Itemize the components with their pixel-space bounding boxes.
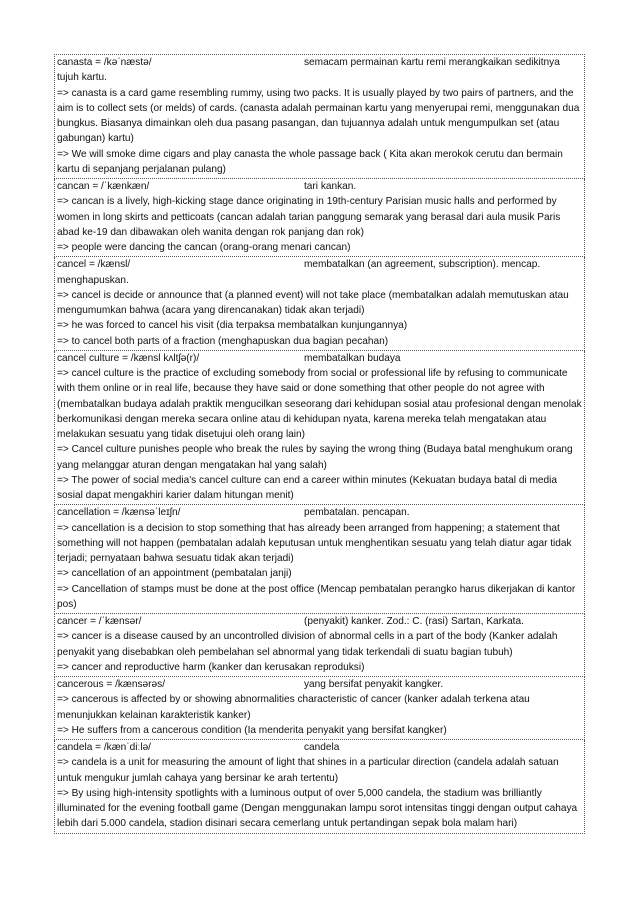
entry-meaning: yang bersifat penyakit kangker. (304, 679, 444, 690)
entry-header (57, 740, 583, 755)
entry-line: => cancellation is a decision to stop something that has already been arranged from happening; a statement that something will not happen (pembatalan adalah keputusan untuk menghentikan sesuatu yang telah diatur agar tidak terjadi; pernyataan bahwa sesuatu tidak akan terjadi) (57, 522, 572, 564)
entry-cancerous (54, 677, 585, 740)
entry-term: cancan = /ˈkænkæn/ (57, 181, 150, 192)
entry-cancellation (54, 505, 585, 614)
entry-term: cancellation = /kænsəˈleɪʃn/ (57, 507, 181, 519)
entry-line: => We will smoke dime cigars and play canasta the whole passage back ( Kita akan merokok cerutu dan bermain kartu di sepanjang perjalanan pulang) (57, 148, 563, 175)
entry-candela (54, 740, 585, 834)
entry-line: => canasta is a card game resembling rummy, using two packs. It is usually played by two pairs of partners, and the aim is to collect sets (or melds) of cards. (canasta adalah permainan kartu yang menyerupai remi, menggunakan dua bungkus. Biasanya dimainkan oleh dua pasang pasangan, dan tujuannya adalah untuk mengumpulkan set (atau gabungan) kartu) (57, 87, 580, 145)
entry-line: => to cancel both parts of a fraction (menghapuskan dua bagian pecahan) (57, 335, 389, 347)
entry-header (57, 257, 583, 272)
entry-cancel-culture (54, 351, 585, 506)
entry-line: => cancan is a lively, high-kicking stage dance originating in 19th-century Parisian music halls and performed by women in long skirts and petticoats (cancan adalah tarian panggung semarak yang berasal dari aula musik Paris abad ke-19 dan dibawakan oleh wanita dengan rok panjang dan rok) (57, 196, 561, 238)
entry-meaning: (penyakit) kanker. Zod.: C. (rasi) Sartan, Karkata. (304, 616, 524, 627)
entry-line: => The power of social media's cancel culture can end a career within minutes (Kekuatan budaya batal di media sosial dapat mengakhiri karier dalam hitungan menit) (57, 474, 557, 501)
entry-term: cancer = /ˈkænsər/ (57, 616, 142, 627)
entry-header (57, 614, 583, 629)
entry-term: canasta = /kəˈnæstə/ (57, 57, 152, 68)
entry-meaning: membatalkan (an agreement, subscription). mencap. (304, 259, 541, 271)
dictionary-page (54, 54, 585, 834)
entry-meaning: membatalkan budaya (304, 352, 401, 364)
entry-line: => cancer is a disease caused by an uncontrolled division of abnormal cells in a part of the body (Kanker adalah penyakit yang disebabkan oleh pembelahan sel abnormal yang tidak terkendali di suatu bagian tubuh) (57, 631, 558, 658)
entry-meaning: pembatalan. pencapan. (304, 507, 410, 519)
entry-line: => cancellation of an appointment (pembatalan janji) (57, 568, 292, 580)
entry-line: => He suffers from a cancerous condition (Ia menderita penyakit yang bersifat kangker) (57, 724, 447, 736)
entry-meaning: candela (304, 742, 340, 753)
entry-header (57, 677, 583, 692)
entry-term: candela = /kænˈdiːlə/ (57, 742, 151, 753)
entry-line: => By using high-intensity spotlights with a luminous output of over 5,000 candela, the stadium was brilliantly illuminated for the evening football game (Dengan menggunakan lampu sorot intensitas tinggi dengan output cahaya lebih dari 5.000 candela, stadion disinari secara cemerlang untuk pertandingan sepak bola malam hari) (57, 787, 578, 830)
entry-line: => cancel culture is the practice of excluding somebody from social or professional life by refusing to communicate with them online or in real life, because they have said or done something that other people do not agree with (membatalkan budaya adalah praktik mengucilkan seseorang dari kehidupan sosial atau profesional dengan menolak berkomunikasi dengan mereka secara online atau di kehidupan nyata, karena mereka telah mengatakan atau melakukan sesuatu yang tidak disetujui oleh orang lain) (57, 368, 582, 440)
entry-term: cancerous = /kænsərəs/ (57, 679, 166, 690)
entry-line: => Cancel culture punishes people who break the rules by saying the wrong thing (Budaya batal menghukum orang yang melanggar aturan dengan mengatakan hal yang salah) (57, 444, 573, 471)
entry-cancer (54, 614, 585, 677)
entry-header (57, 55, 583, 70)
entry-header (57, 179, 583, 194)
entry-line: => cancel is decide or announce that (a planned event) will not take place (membatalkan adalah memutuskan atau mengumumkan bahwa (acara yang direncanakan) tidak akan terjadi) (57, 289, 569, 316)
entry-meaning: semacam permainan kartu remi merangkaikan sedikitnya (304, 57, 560, 68)
entry-line: => candela is a unit for measuring the amount of light that shines in a particular direction (candela adalah satuan untuk mengukur jumlah cahaya yang bersinar ke arah tertentu) (57, 757, 559, 784)
entry-line: => cancer and reproductive harm (kanker dan kerusakan reproduksi) (57, 661, 365, 673)
entry-line: tujuh kartu. (57, 72, 107, 84)
entry-line: menghapuskan. (57, 274, 129, 286)
entry-canasta (54, 54, 585, 179)
entry-term: cancel culture = /kænsl kʌltʃə(r)/ (57, 352, 200, 364)
entry-term: cancel = /kænsl/ (57, 259, 131, 271)
entry-line: => Cancellation of stamps must be done at the post office (Mencap pembatalan perangko harus dikerjakan di kantor pos) (57, 583, 576, 610)
entry-meaning: tari kankan. (304, 181, 357, 192)
entry-cancel (54, 257, 585, 351)
entry-header (57, 505, 583, 520)
entry-cancan (54, 179, 585, 257)
entry-line: => cancerous is affected by or showing abnormalities characteristic of cancer (kanker adalah terkena atau menunjukkan kelainan karakteristik kanker) (57, 694, 530, 721)
entry-line: => he was forced to cancel his visit (dia terpaksa membatalkan kunjungannya) (57, 320, 408, 332)
entry-header (57, 351, 583, 366)
entry-line: => people were dancing the cancan (orang-orang menari cancan) (57, 242, 351, 253)
